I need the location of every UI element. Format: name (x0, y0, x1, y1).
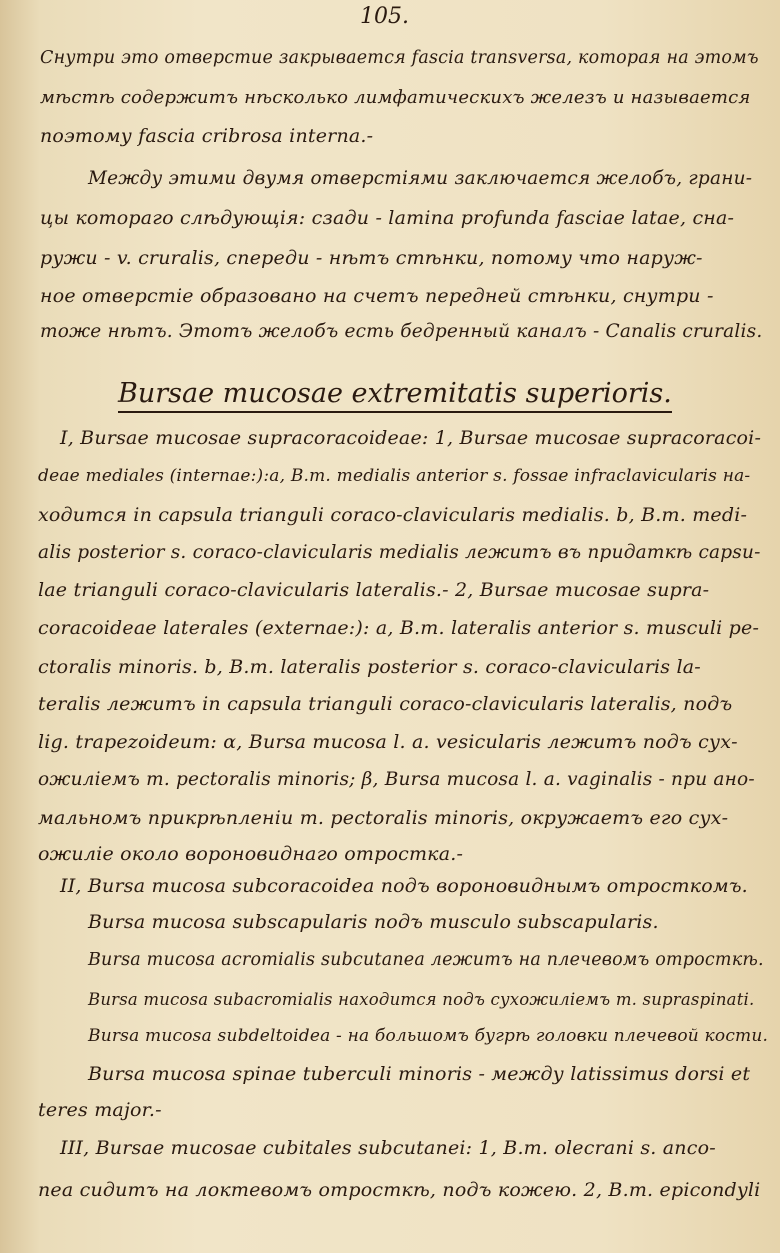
text-line: мальномъ прикрѣпленіи m. pectoralis minoris, окружаетъ его сух- (38, 807, 729, 829)
text-line: Снутри это отверстие закрывается fascia transversa, которая на этомъ (40, 48, 759, 68)
text-line: teralis лежитъ in capsula trianguli coraco-clavicularis lateralis, подъ (38, 693, 733, 715)
text-line: цы котораго слѣдующія: сзади - lamina profunda fasciae latae, сна- (40, 207, 735, 229)
text-line: lig. trapezoideum: α, Bursa mucosa l. a. vesicularis лежитъ подъ сух- (38, 731, 738, 753)
text-line: Bursa mucosa acromialis subcutanea лежитъ на плечевомъ отросткѣ. (88, 950, 764, 970)
text-line: мѣстѣ содержитъ нѣсколько лимфатическихъ железъ и называется (40, 87, 751, 108)
text-line: alis posterior s. coraco-clavicularis medialis лежитъ въ придаткѣ capsu- (38, 542, 761, 563)
text-line: тоже нѣтъ. Этотъ желобъ есть бедренный каналъ - Canalis cruralis. (40, 321, 763, 342)
text-line: ожиліемъ m. pectoralis minoris; β, Bursa mucosa l. a. vaginalis - при ано- (38, 769, 755, 790)
text-line: Bursa mucosa spinae tuberculi minoris - между latissimus dorsi et (88, 1063, 751, 1085)
text-line: nea сидитъ на локтевомъ отросткѣ, подъ кожею. 2, B.m. epicondyli (38, 1179, 761, 1201)
text-line: поэтому fascia cribrosa interna.- (40, 125, 374, 147)
text-line: Bursa mucosa subdeltoidea - на большомъ бугрѣ головки плечевой кости. (88, 1026, 769, 1046)
text-line: Bursa mucosa subscapularis подъ musculo subscapularis. (88, 911, 659, 933)
text-line: III, Bursae mucosae cubitales subcutanei: 1, B.m. olecrani s. ancо- (60, 1137, 716, 1159)
text-line: ходится in capsula trianguli coraco-clavicularis medialis. b, B.m. medi- (38, 504, 748, 526)
text-line: coracoideae laterales (externae:): a, B.m. lateralis anterior s. musculi pe- (38, 617, 760, 639)
section-heading: Bursae mucosae extremitatis superioris. (118, 378, 672, 413)
text-line: teres major.- (38, 1099, 162, 1121)
page-number: 105. (360, 4, 409, 29)
text-line: Bursa mucosa subacromialis находится подъ сухожиліемъ m. supraspinati. (88, 990, 755, 1009)
text-line: ное отверстіе образовано на счетъ передней стѣнки, снутри - (40, 285, 714, 307)
text-line: ожиліе около вороновиднаго отростка.- (38, 843, 464, 865)
text-line: ружи - v. cruralis, спереди - нѣтъ стѣнки, потому что наруж- (40, 247, 703, 269)
text-line: I, Bursae mucosae supracoracoideae: 1, Bursae mucosae supracoracoi- (60, 427, 762, 449)
text-line: II, Bursa mucosa subcoracoidea подъ вороновиднымъ отросткомъ. (60, 875, 748, 897)
text-line: lae trianguli coraco-clavicularis lateralis.- 2, Bursae mucosae supra- (38, 579, 710, 601)
text-line: Между этими двумя отверстіями заключается желобъ, грани- (88, 168, 753, 189)
text-line: deae mediales (internae:):a, B.m. medialis anterior s. fossae infraclavicularis на- (38, 466, 751, 486)
text-line: ctoralis minoris. b, B.m. lateralis posterior s. coraco-clavicularis la- (38, 656, 701, 678)
